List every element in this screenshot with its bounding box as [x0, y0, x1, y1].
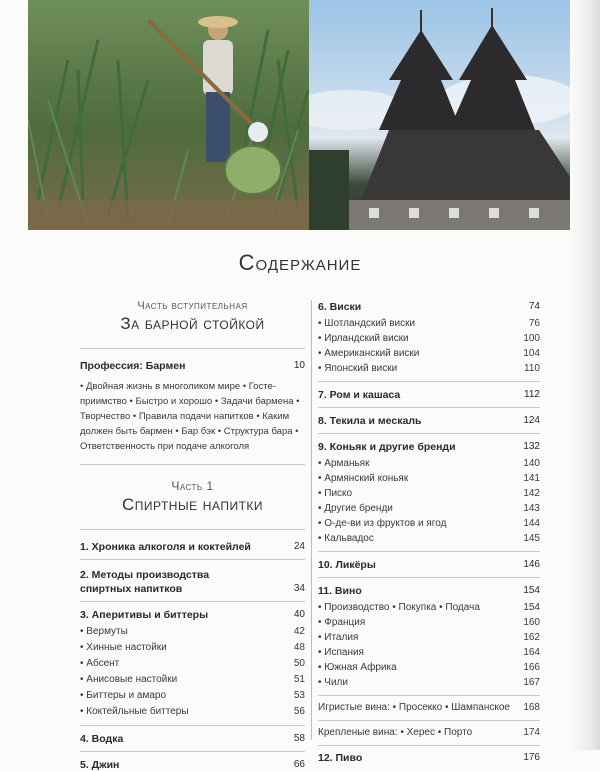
pagoda-roof-left [379, 30, 461, 130]
divider [80, 529, 305, 530]
page-title: Содержание [238, 250, 362, 275]
ch9-subentries [318, 456, 540, 546]
entry-title: • Другие бренди [318, 503, 393, 514]
entry-title: • Писко [318, 488, 353, 499]
divider [318, 433, 540, 434]
entry-page: 56 [293, 706, 305, 717]
entry-page: 174 [523, 727, 540, 738]
agave-pina [225, 146, 281, 194]
entry-page: 48 [293, 642, 305, 653]
entry-title: 11. Вино [318, 585, 362, 597]
entry-title: Профессия: Бармен [80, 360, 186, 372]
toc-subentry[interactable] [80, 656, 305, 672]
toc-subentry[interactable] [318, 346, 540, 361]
toc-entry-ch4[interactable] [80, 732, 305, 746]
pagoda-distillery-photo [309, 0, 572, 230]
entry-title: 8. Текила и мескаль [318, 415, 422, 427]
divider [318, 577, 540, 578]
entry-page: 154 [523, 602, 540, 613]
entry-page: 176 [523, 752, 540, 763]
entry-page: 124 [523, 415, 540, 426]
entry-title: • Италия [318, 632, 359, 643]
entry-page: 34 [293, 583, 305, 594]
toc-entry-ch5[interactable] [80, 758, 305, 772]
toc-entry-ch7[interactable] [318, 388, 540, 402]
toc-subentry[interactable] [80, 640, 305, 656]
entry-page: 51 [293, 674, 305, 685]
toc-entry-ch8[interactable] [318, 414, 540, 428]
entry-page: 146 [523, 559, 540, 570]
divider [318, 745, 540, 746]
entry-page: 42 [293, 626, 305, 637]
toc-right-column [318, 300, 540, 765]
ch6-subentries [318, 316, 540, 376]
toc-subentry[interactable] [318, 675, 540, 690]
header-photos [28, 0, 572, 230]
entry-title: 10. Ликёры [318, 559, 376, 571]
toc-entry-sparkling[interactable] [318, 701, 540, 715]
entry-page: 167 [523, 677, 540, 688]
entry-title: 2. Методы производства спиртных напитков [80, 569, 210, 595]
entry-title: • Коктейльные биттеры [80, 706, 189, 717]
toc-entry-ch6[interactable] [318, 300, 540, 314]
entry-title: • Арманьяк [318, 458, 370, 469]
entry-title: 6. Виски [318, 301, 362, 313]
toc-left-column [80, 300, 305, 772]
toc-entry-profession[interactable] [80, 359, 305, 373]
toc-subentry[interactable] [318, 645, 540, 660]
toc-entry-ch9[interactable] [318, 440, 540, 454]
entry-page: 168 [523, 702, 540, 713]
toc-entry-ch3[interactable] [80, 608, 305, 622]
column-divider [311, 300, 312, 740]
entry-page: 145 [523, 533, 540, 544]
divider [80, 348, 305, 349]
entry-title: • Франция [318, 617, 366, 628]
toc-subentry[interactable] [318, 486, 540, 501]
toc-subentry[interactable] [80, 704, 305, 720]
entry-page: 76 [528, 318, 540, 329]
entry-page: 100 [523, 333, 540, 344]
toc-entry-ch12[interactable] [318, 751, 540, 765]
toc-subentry[interactable] [318, 600, 540, 615]
toc-subentry[interactable] [80, 624, 305, 640]
entry-page: 132 [523, 441, 540, 452]
intro-part-title: За барной стойкой [120, 314, 265, 333]
entry-title: 4. Водка [80, 733, 124, 745]
entry-page: 141 [523, 473, 540, 484]
entry-page: 104 [523, 348, 540, 359]
toc-subentry[interactable] [318, 456, 540, 471]
toc-subentry[interactable] [318, 516, 540, 531]
divider [318, 407, 540, 408]
toc-subentry[interactable] [318, 361, 540, 376]
toc-subentry[interactable] [80, 672, 305, 688]
toc-subentry[interactable] [318, 630, 540, 645]
divider [318, 720, 540, 721]
entry-title: • Анисовые настойки [80, 674, 178, 685]
toc-entry-ch2[interactable] [80, 568, 305, 596]
ch3-subentries [80, 624, 305, 720]
entry-page: 110 [524, 363, 540, 374]
entry-title: • Абсент [80, 658, 120, 669]
entry-page: 154 [523, 585, 540, 596]
entry-title: Игристые вина: • Просекко • Шампанское [318, 702, 510, 713]
toc-subentry[interactable] [80, 688, 305, 704]
toc-entry-ch1[interactable] [80, 540, 305, 554]
divider [80, 725, 305, 726]
entry-page: 162 [523, 632, 540, 643]
toc-subentry[interactable] [318, 660, 540, 675]
toc-entry-ch10[interactable] [318, 558, 540, 572]
divider [318, 381, 540, 382]
agave-field-illustration [28, 0, 309, 230]
entry-page: 50 [293, 658, 305, 669]
entry-page: 24 [293, 541, 305, 552]
entry-page: 164 [523, 647, 540, 658]
toc-subentry[interactable] [318, 501, 540, 516]
divider [80, 559, 305, 560]
entry-title: 12. Пиво [318, 752, 363, 764]
entry-page: 143 [523, 503, 540, 514]
entry-title: • О-де-ви из фруктов и ягод [318, 518, 447, 529]
page-fold-shadow [570, 0, 600, 750]
part1-title: Спиртные напитки [121, 495, 264, 514]
entry-title: • Кальвадос [318, 533, 374, 544]
entry-title: 3. Аперитивы и биттеры [80, 609, 209, 621]
entry-title: 1. Хроника алкоголя и коктейлей [80, 541, 251, 553]
entry-title: • Испания [318, 647, 364, 658]
entry-title: 5. Джин [80, 759, 120, 771]
entry-title: • Южная Африка [318, 662, 397, 673]
entry-page: 144 [523, 518, 540, 529]
ch11-subentries [318, 600, 540, 690]
straw-hat [198, 16, 238, 28]
entry-title: • Производство • Покупка • Подача [318, 602, 480, 613]
entry-title: • Ирландский виски [318, 333, 409, 344]
intro-part-label: Часть вступительная [137, 300, 248, 312]
entry-page: 142 [523, 488, 540, 499]
toc-subentry[interactable] [318, 316, 540, 331]
entry-page: 40 [293, 609, 305, 620]
distillery-illustration [309, 0, 572, 230]
toc-entry-fortified[interactable] [318, 726, 540, 740]
entry-page: 74 [528, 301, 540, 312]
entry-page: 58 [293, 733, 305, 744]
entry-page: 160 [523, 617, 540, 628]
toc-entry-ch11[interactable] [318, 584, 540, 598]
entry-title: Крепленые вина: • Херес • Порто [318, 727, 473, 738]
entry-title: • Армянский коньяк [318, 473, 409, 484]
toc-subentry[interactable] [318, 531, 540, 546]
entry-title: 7. Ром и кашаса [318, 389, 401, 401]
entry-title: • Чили [318, 677, 348, 688]
entry-page: 166 [523, 662, 540, 673]
agave-farmer-photo [28, 0, 309, 230]
entry-title: • Биттеры и амаро [80, 690, 167, 701]
pagoda-roof-right [449, 25, 535, 130]
profession-topics: • Двойная жизнь в многоликом мире • Госте-приимство • Быстро и хорошо • Задачи бармена • Творчество • Правила подачи напитков • Каким должен быть бармен • Бар бэк • Структура бара • Ответственность при подаче алкоголя [80, 381, 300, 452]
divider [318, 695, 540, 696]
part1-label: Часть 1 [171, 479, 214, 493]
entry-page: 112 [524, 389, 540, 400]
toc-subentry[interactable] [318, 331, 540, 346]
divider [318, 551, 540, 552]
entry-page: 53 [293, 690, 305, 701]
entry-title: • Американский виски [318, 348, 420, 359]
entry-title: • Вермуты [80, 626, 128, 637]
toc-subentry[interactable] [318, 471, 540, 486]
divider [80, 464, 305, 465]
entry-title: • Хинные настойки [80, 642, 167, 653]
entry-title: • Японский виски [318, 363, 398, 374]
entry-page: 66 [293, 759, 305, 770]
coa-tool [148, 20, 258, 130]
entry-title: 9. Коньяк и другие бренди [318, 441, 456, 453]
divider [80, 601, 305, 602]
toc-subentry[interactable] [318, 615, 540, 630]
entry-page: 140 [523, 458, 540, 469]
entry-title: • Шотландский виски [318, 318, 416, 329]
divider [80, 751, 305, 752]
entry-page: 10 [293, 360, 305, 371]
